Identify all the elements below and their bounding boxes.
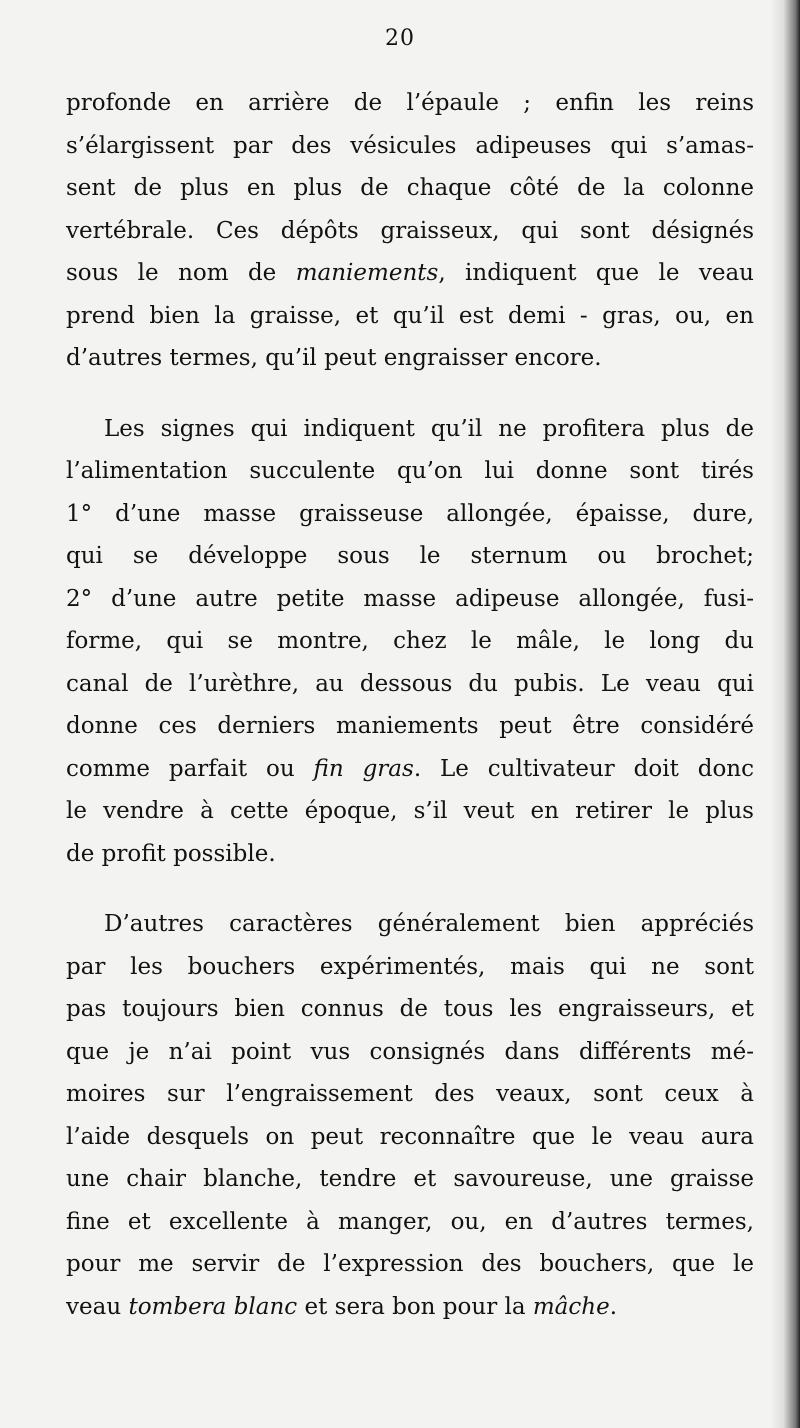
- text-run: , indiquent que le veau: [438, 260, 754, 286]
- text-run: D’autres caractères généralement bien appréciés: [104, 911, 754, 937]
- italic-text-run: tombera blanc: [128, 1293, 298, 1320]
- text-run: sent de plus en plus de chaque côté de la colonne: [66, 175, 754, 201]
- text-line: [66, 833, 754, 876]
- text-run: par les bouchers expérimentés, mais qui ne sont: [66, 953, 754, 980]
- text-run: . Le cultivateur doit donc: [413, 755, 754, 782]
- italic-text-run: mâche: [532, 1293, 610, 1320]
- body-text: [66, 82, 754, 1328]
- text-run: canal de l’urèthre, au dessous du pubis. Le veau qui: [66, 670, 754, 697]
- text-line: [66, 210, 754, 253]
- text-line: [66, 903, 754, 946]
- text-run: l’aide desquels on peut reconnaître que le veau aura: [66, 1123, 754, 1150]
- text-line: [66, 1116, 754, 1159]
- text-line: [66, 408, 754, 451]
- text-run: qui se développe sous le sternum ou brochet;: [66, 543, 754, 569]
- text-run: pour me servir de l’expression des bouchers, que le: [66, 1251, 754, 1277]
- text-run: l’alimentation succulente qu’on lui donne sont tirés: [66, 458, 754, 484]
- text-line: [66, 578, 754, 621]
- text-line: [66, 125, 754, 168]
- text-line: [66, 167, 754, 210]
- text-line: [66, 337, 754, 380]
- text-run: s’élargissent par des vésicules adipeuses qui s’amas-: [66, 132, 754, 159]
- text-line: [66, 1158, 754, 1201]
- paragraph: [66, 82, 754, 380]
- paragraph: [66, 903, 754, 1328]
- italic-text-run: maniements: [295, 260, 439, 286]
- text-run: veau: [66, 1293, 129, 1320]
- text-line: [66, 1243, 754, 1286]
- text-line: [66, 705, 754, 748]
- text-run: vertébrale. Ces dépôts graisseux, qui sont désignés: [66, 217, 754, 244]
- text-run: 1° d’une masse graisseuse allongée, épaisse, dure,: [66, 500, 754, 527]
- text-run: donne ces derniers maniements peut être considéré: [66, 713, 754, 739]
- text-run: sous le nom de: [66, 260, 296, 286]
- text-line: [66, 252, 754, 295]
- paragraph: [66, 408, 754, 876]
- text-run: fine et excellente à manger, ou, en d’autres termes,: [66, 1208, 754, 1235]
- italic-text-run: fin gras: [313, 755, 414, 782]
- text-run: moires sur l’engraissement des veaux, sont ceux à: [66, 1081, 754, 1107]
- text-line: [66, 1073, 754, 1116]
- page-edge-shadow: [770, 0, 800, 1428]
- text-run: .: [609, 1293, 618, 1320]
- text-line: [66, 82, 754, 125]
- text-line: [66, 790, 754, 833]
- text-line: [66, 295, 754, 338]
- text-line: [66, 663, 754, 706]
- text-run: forme, qui se montre, chez le mâle, le long du: [66, 628, 754, 654]
- text-line: [66, 1031, 754, 1074]
- text-line: [66, 493, 754, 536]
- text-line: [66, 620, 754, 663]
- text-line: [66, 946, 754, 989]
- text-line: [66, 1201, 754, 1244]
- text-run: le vendre à cette époque, s’il veut en retirer le plus: [66, 798, 754, 824]
- text-run: 2° d’une autre petite masse adipeuse allongée, fusi-: [66, 585, 754, 612]
- page-number: 20: [385, 26, 415, 51]
- text-line: [66, 748, 754, 791]
- text-line: [66, 450, 754, 493]
- text-line: [66, 988, 754, 1031]
- text-run: une chair blanche, tendre et savoureuse, une graisse: [66, 1166, 754, 1192]
- text-run: profonde en arrière de l’épaule ; enfin les reins: [66, 90, 754, 116]
- text-run: prend bien la graisse, et qu’il est demi - gras, ou, en: [66, 302, 754, 329]
- text-run: comme parfait ou: [66, 755, 314, 782]
- text-line: [66, 1286, 754, 1329]
- text-run: de profit possible.: [66, 840, 276, 867]
- text-line: [66, 535, 754, 578]
- text-run: que je n’ai point vus consignés dans différents mé-: [66, 1038, 754, 1065]
- text-run: pas toujours bien connus de tous les engraisseurs, et: [66, 996, 754, 1022]
- text-run: d’autres termes, qu’il peut engraisser encore.: [66, 345, 602, 371]
- text-run: Les signes qui indiquent qu’il ne profitera plus de: [104, 415, 754, 442]
- text-run: et sera bon pour la: [297, 1293, 533, 1320]
